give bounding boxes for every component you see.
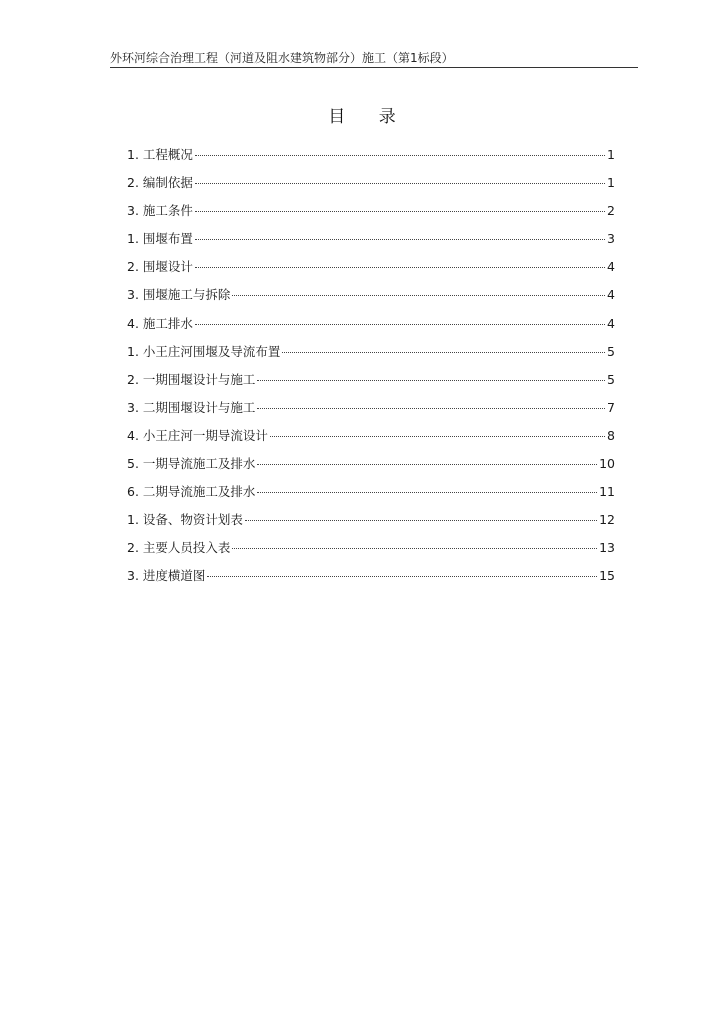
toc-entry-label: 1. 设备、物资计划表 xyxy=(127,512,243,528)
toc-entry-label: 2. 围堰设计 xyxy=(127,259,193,275)
toc-entry-label: 3. 二期围堰设计与施工 xyxy=(127,399,256,415)
toc-dot-leader xyxy=(195,210,605,212)
toc-page-number: 8 xyxy=(607,427,615,443)
toc-entry-label: 1. 工程概况 xyxy=(127,147,193,162)
toc-page-number: 10 xyxy=(599,456,615,472)
toc-entry-label: 4. 施工排水 xyxy=(127,315,193,331)
toc-page-number: 11 xyxy=(599,484,615,500)
toc-entry-label: 4. 小王庄河一期导流设计 xyxy=(127,427,268,443)
toc-page-number: 1 xyxy=(607,147,615,162)
toc-dot-leader xyxy=(195,154,605,156)
toc-dot-leader xyxy=(232,547,597,549)
toc-dot-leader xyxy=(282,351,605,353)
toc-dot-leader xyxy=(195,182,605,184)
toc-entry[interactable] xyxy=(127,567,615,595)
toc-entry-label: 1. 围堰布置 xyxy=(127,231,193,247)
toc-entry-label: 2. 一期围堰设计与施工 xyxy=(127,371,256,387)
toc-entry[interactable] xyxy=(127,202,615,230)
toc-page-number: 15 xyxy=(599,568,615,584)
toc-entry-label: 5. 一期导流施工及排水 xyxy=(127,456,256,472)
toc-page-number: 3 xyxy=(607,231,615,247)
toc-entry[interactable] xyxy=(127,427,615,455)
running-header: 外环河综合治理工程（河道及阻水建筑物部分）施工（第1标段） xyxy=(110,51,638,68)
toc-dot-leader xyxy=(207,575,597,577)
toc-page-number: 12 xyxy=(599,512,615,528)
toc-dot-leader xyxy=(195,266,605,268)
toc-entry[interactable] xyxy=(127,343,615,371)
toc-page-number: 7 xyxy=(607,399,615,415)
toc-entry-label: 3. 围堰施工与拆除 xyxy=(127,287,231,303)
toc-entry-label: 3. 进度横道图 xyxy=(127,568,206,584)
toc-dot-leader xyxy=(195,323,605,325)
toc-dot-leader xyxy=(257,379,605,381)
toc-entry[interactable] xyxy=(127,539,615,567)
toc-entry-label: 1. 小王庄河围堰及导流布置 xyxy=(127,343,281,359)
toc-entry[interactable] xyxy=(127,174,615,202)
toc-dot-leader xyxy=(245,519,597,521)
toc-entry[interactable] xyxy=(127,455,615,483)
toc-entry[interactable] xyxy=(127,371,615,399)
toc-dot-leader xyxy=(257,463,597,465)
toc-page-number: 4 xyxy=(607,315,615,331)
toc-entry[interactable] xyxy=(127,230,615,258)
toc-page-number: 2 xyxy=(607,203,615,219)
toc-page-number: 13 xyxy=(599,540,615,556)
toc-dot-leader xyxy=(257,491,597,493)
toc-entry[interactable] xyxy=(127,511,615,539)
toc-dot-leader xyxy=(232,294,605,296)
toc-dot-leader xyxy=(195,238,605,240)
toc-entry-label: 2. 主要人员投入表 xyxy=(127,540,231,556)
toc-entry[interactable] xyxy=(127,483,615,511)
toc-title: 目 录 xyxy=(328,107,410,127)
toc-entry-label: 3. 施工条件 xyxy=(127,203,193,219)
toc-page-number: 1 xyxy=(607,175,615,191)
toc-entry[interactable] xyxy=(127,315,615,343)
toc-entry[interactable] xyxy=(127,258,615,286)
toc-entry-label: 2. 编制依据 xyxy=(127,175,193,191)
toc-entry[interactable] xyxy=(127,286,615,314)
toc-page-number: 5 xyxy=(607,343,615,359)
toc-page-number: 4 xyxy=(607,287,615,303)
toc-page-number: 4 xyxy=(607,259,615,275)
toc-page-number: 5 xyxy=(607,371,615,387)
toc-dot-leader xyxy=(270,435,605,437)
toc-entry-label: 6. 二期导流施工及排水 xyxy=(127,484,256,500)
toc-entry[interactable] xyxy=(127,399,615,427)
toc-dot-leader xyxy=(257,407,605,409)
toc-entry[interactable] xyxy=(127,146,615,174)
table-of-contents xyxy=(127,146,615,596)
